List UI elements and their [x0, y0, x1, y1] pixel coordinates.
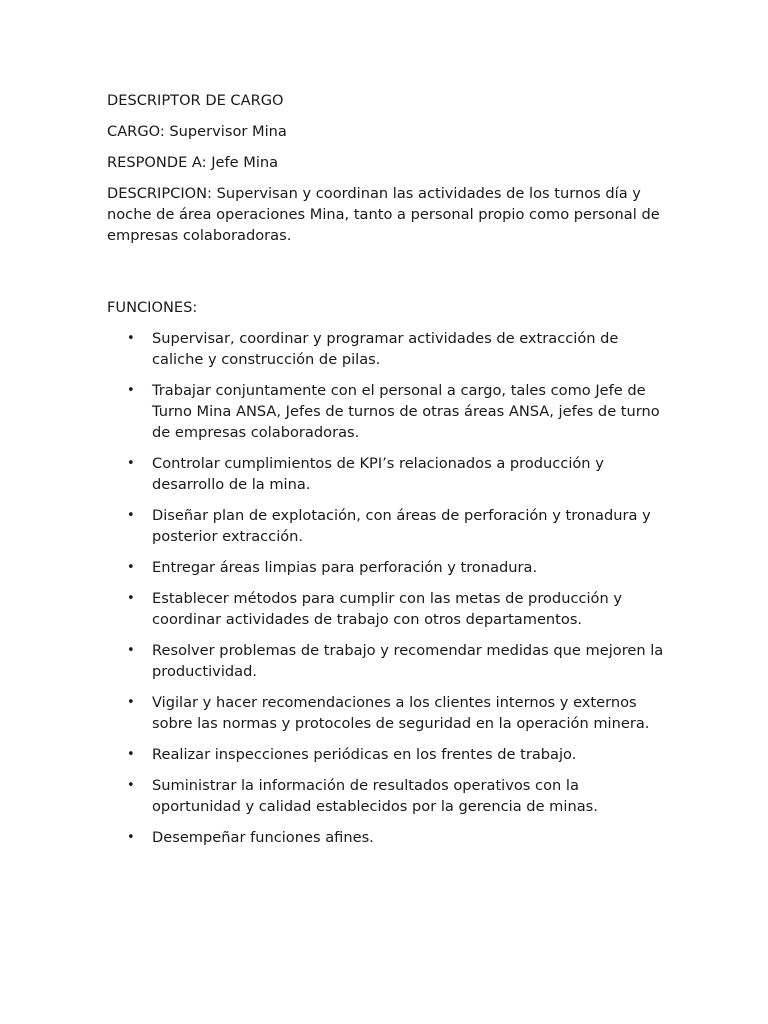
- funcion-item: [107, 380, 667, 443]
- funcion-text: Trabajar conjuntamente con el personal a cargo, tales como Jefe de Turno Mina ANSA, Jefes de turnos de otras áreas ANSA, jefes de turno de empresas colaboradoras.: [152, 382, 660, 441]
- bullet-icon: •: [127, 560, 135, 575]
- bullet-icon: •: [127, 508, 135, 523]
- bullet-icon: •: [127, 778, 135, 793]
- funcion-text: Resolver problemas de trabajo y recomendar medidas que mejoren la productividad.: [152, 642, 664, 680]
- descripcion-paragraph: DESCRIPCION: Supervisan y coordinan las actividades de los turnos día y noche de área operaciones Mina, tanto a personal propio como personal de empresas colaboradoras.: [107, 185, 660, 244]
- funcion-item: [107, 328, 667, 370]
- funcion-item: [107, 588, 667, 630]
- funcion-text: Suministrar la información de resultados operativos con la oportunidad y calidad establecidos por la gerencia de minas.: [152, 777, 598, 815]
- funcion-text: Controlar cumplimientos de KPI’s relacionados a producción y desarrollo de la mina.: [152, 455, 604, 493]
- bullet-icon: •: [127, 695, 135, 710]
- funcion-item: [107, 505, 667, 547]
- bullet-icon: •: [127, 591, 135, 606]
- bullet-icon: •: [127, 331, 135, 346]
- blank-line: [107, 256, 667, 297]
- funcion-item: [107, 775, 667, 817]
- funcion-text: Establecer métodos para cumplir con las metas de producción y coordinar actividades de trabajo con otros departamentos.: [152, 590, 622, 628]
- funcion-item: [107, 557, 667, 578]
- funcion-text: Entregar áreas limpias para perforación y tronadura.: [152, 559, 538, 576]
- funcion-item: [107, 692, 667, 734]
- cargo-line: CARGO: Supervisor Mina: [107, 123, 287, 140]
- bullet-icon: •: [127, 830, 135, 845]
- funcion-item: [107, 744, 667, 765]
- funciones-heading: FUNCIONES:: [107, 299, 198, 316]
- funcion-item: [107, 827, 667, 848]
- funcion-text: Diseñar plan de explotación, con áreas de perforación y tronadura y posterior extracción.: [152, 507, 651, 545]
- document-page: [107, 90, 667, 858]
- bullet-icon: •: [127, 643, 135, 658]
- bullet-icon: •: [127, 456, 135, 471]
- funcion-text: Realizar inspecciones periódicas en los frentes de trabajo.: [152, 746, 577, 763]
- bullet-icon: •: [127, 747, 135, 762]
- funcion-text: Desempeñar funciones afines.: [152, 829, 374, 846]
- funciones-list: [107, 328, 667, 848]
- funcion-text: Supervisar, coordinar y programar actividades de extracción de caliche y construcción de pilas.: [152, 330, 619, 368]
- document-title: DESCRIPTOR DE CARGO: [107, 92, 284, 109]
- funcion-item: [107, 453, 667, 495]
- responde-line: RESPONDE A: Jefe Mina: [107, 154, 279, 171]
- funcion-item: [107, 640, 667, 682]
- funcion-text: Vigilar y hacer recomendaciones a los clientes internos y externos sobre las normas y protocoles de seguridad en la operación minera.: [152, 694, 650, 732]
- bullet-icon: •: [127, 383, 135, 398]
